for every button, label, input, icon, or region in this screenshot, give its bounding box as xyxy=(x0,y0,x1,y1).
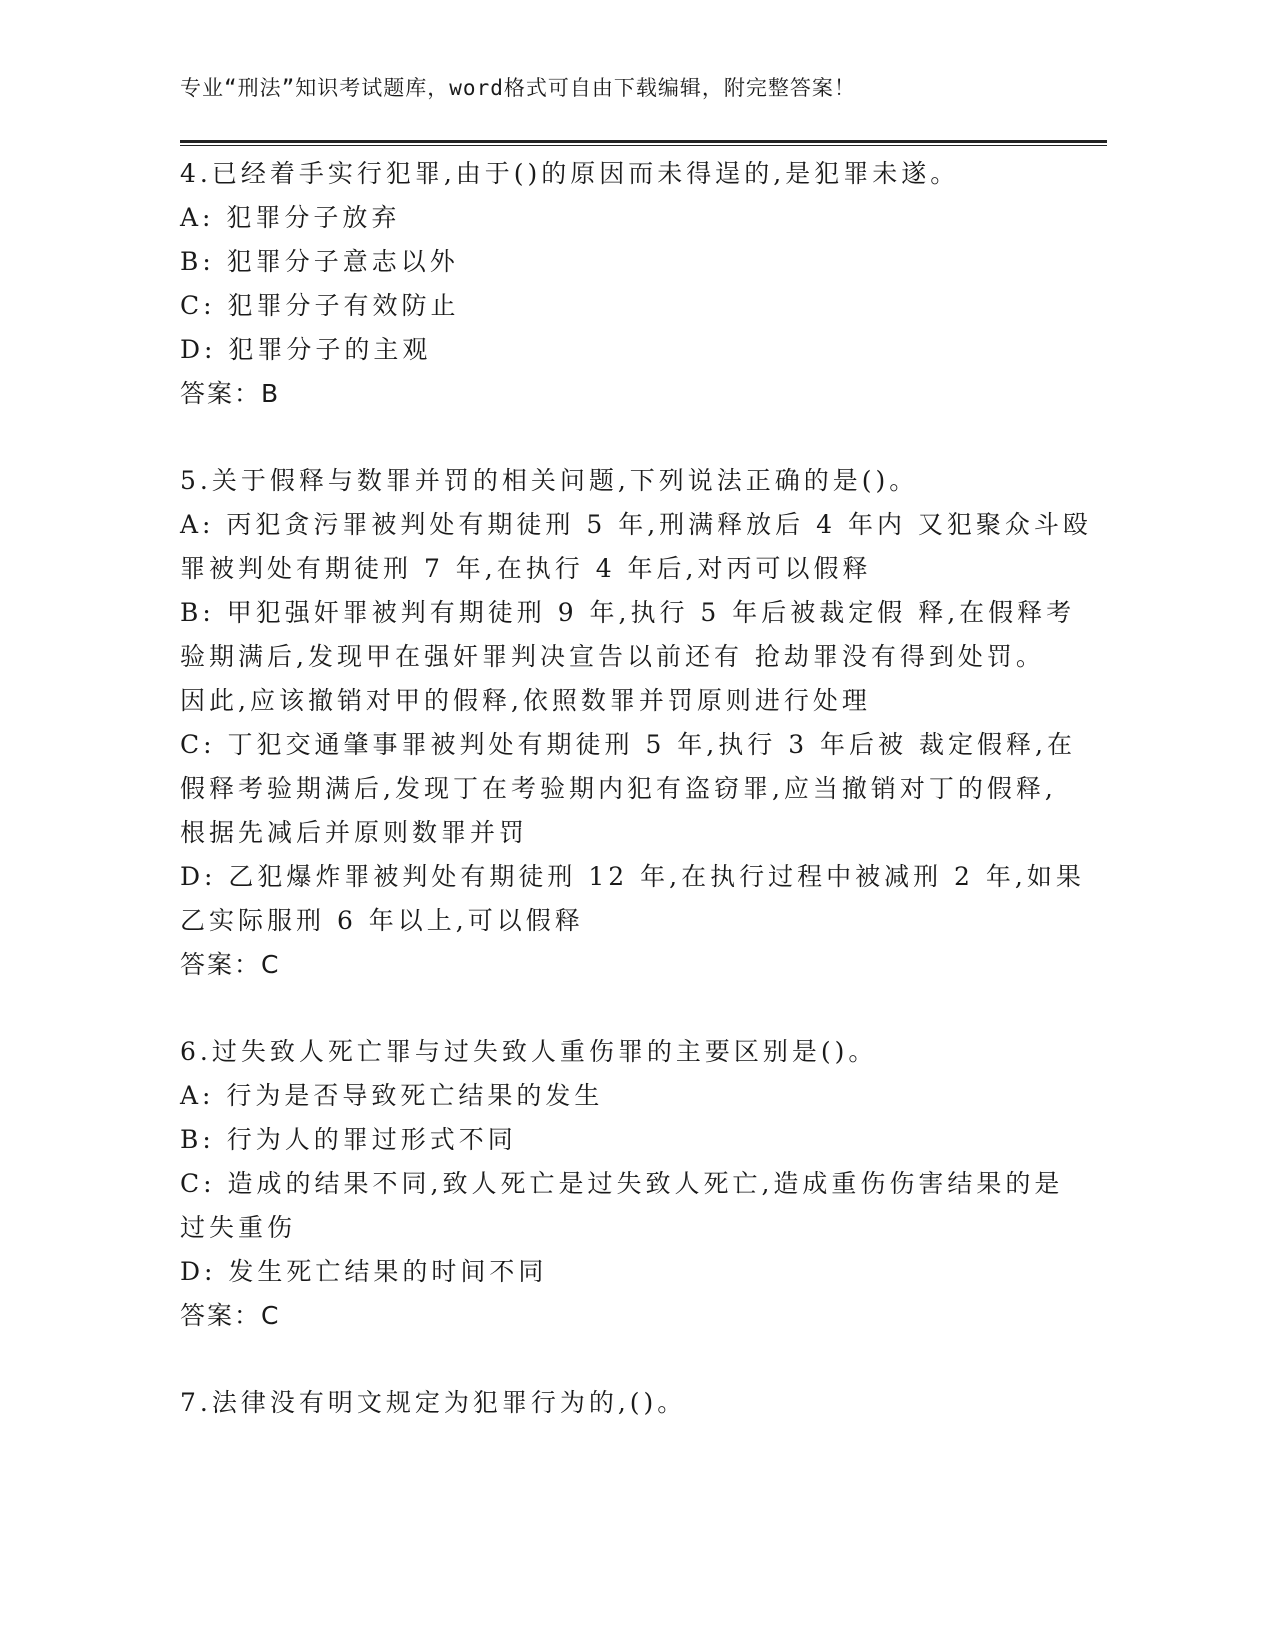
option-a xyxy=(180,196,1040,240)
question-stem: 4.已经着手实行犯罪,由于()的原因而未得逞的,是犯罪未遂。 xyxy=(180,159,960,188)
option-line: 乙实际服刑 6 年以上,可以假释 xyxy=(180,906,584,935)
option-line: D: 乙犯爆炸罪被判处有期徒刑 12 年,在执行过程中被减刑 2 年,如果 xyxy=(180,862,1085,891)
question-stem: 6.过失致人死亡罪与过失致人重伤罪的主要区别是()。 xyxy=(180,1037,878,1066)
option-line: B: 甲犯强奸罪被判有期徒刑 9 年,执行 5 年后被裁定假 释,在假释考 xyxy=(180,598,1076,627)
option-a xyxy=(180,1074,1040,1118)
option-line: B: 犯罪分子意志以外 xyxy=(180,247,459,276)
question-5 xyxy=(180,459,1092,987)
question-stem: 7.法律没有明文规定为犯罪行为的,()。 xyxy=(180,1388,687,1417)
option-line: D: 犯罪分子的主观 xyxy=(180,335,432,364)
option-a xyxy=(180,503,1092,591)
question-4 xyxy=(180,152,1040,416)
option-d xyxy=(180,855,1085,943)
option-line: 假释考验期满后,发现丁在考验期内犯有盗窃罪,应当撤销对丁的假释, xyxy=(180,774,1057,803)
option-b xyxy=(180,1118,1040,1162)
question-stem: 5.关于假释与数罪并罚的相关问题,下列说法正确的是()。 xyxy=(180,466,919,495)
option-d xyxy=(180,1250,1040,1294)
header-divider xyxy=(180,140,1107,146)
question-7 xyxy=(180,1381,1040,1425)
question-6 xyxy=(180,1030,1064,1338)
question-list xyxy=(180,152,1092,1468)
option-line: A: 行为是否导致死亡结果的发生 xyxy=(180,1081,604,1110)
option-line: 验期满后,发现甲在强奸罪判决宣告以前还有 抢劫罪没有得到处罚。 xyxy=(180,642,1045,671)
option-d xyxy=(180,328,1040,372)
option-line: B: 行为人的罪过形式不同 xyxy=(180,1125,517,1154)
option-c xyxy=(180,1162,1064,1250)
option-line: 根据先减后并原则数罪并罚 xyxy=(180,818,529,847)
option-line: A: 丙犯贪污罪被判处有期徒刑 5 年,刑满释放后 4 年内 又犯聚众斗殴 xyxy=(180,510,1092,539)
option-line: A: 犯罪分子放弃 xyxy=(180,203,401,232)
answer-label: 答案：B xyxy=(180,379,281,408)
page-header: 专业“刑法”知识考试题库，word格式可自由下载编辑，附完整答案！ xyxy=(180,76,856,100)
option-line: C: 犯罪分子有效防止 xyxy=(180,291,460,320)
option-line: C: 造成的结果不同,致人死亡是过失致人死亡,造成重伤伤害结果的是 xyxy=(180,1169,1064,1198)
option-b xyxy=(180,591,1076,723)
option-c xyxy=(180,284,1040,328)
option-line: C: 丁犯交通肇事罪被判处有期徒刑 5 年,执行 3 年后被 裁定假释,在 xyxy=(180,730,1076,759)
option-c xyxy=(180,723,1076,855)
answer-label: 答案：C xyxy=(180,950,281,979)
option-b xyxy=(180,240,1040,284)
option-line: D: 发生死亡结果的时间不同 xyxy=(180,1257,548,1286)
option-line: 过失重伤 xyxy=(180,1213,297,1242)
answer-label: 答案：C xyxy=(180,1301,281,1330)
option-line: 因此,应该撤销对甲的假释,依照数罪并罚原则进行处理 xyxy=(180,686,871,715)
option-line: 罪被判处有期徒刑 7 年,在执行 4 年后,对丙可以假释 xyxy=(180,554,872,583)
